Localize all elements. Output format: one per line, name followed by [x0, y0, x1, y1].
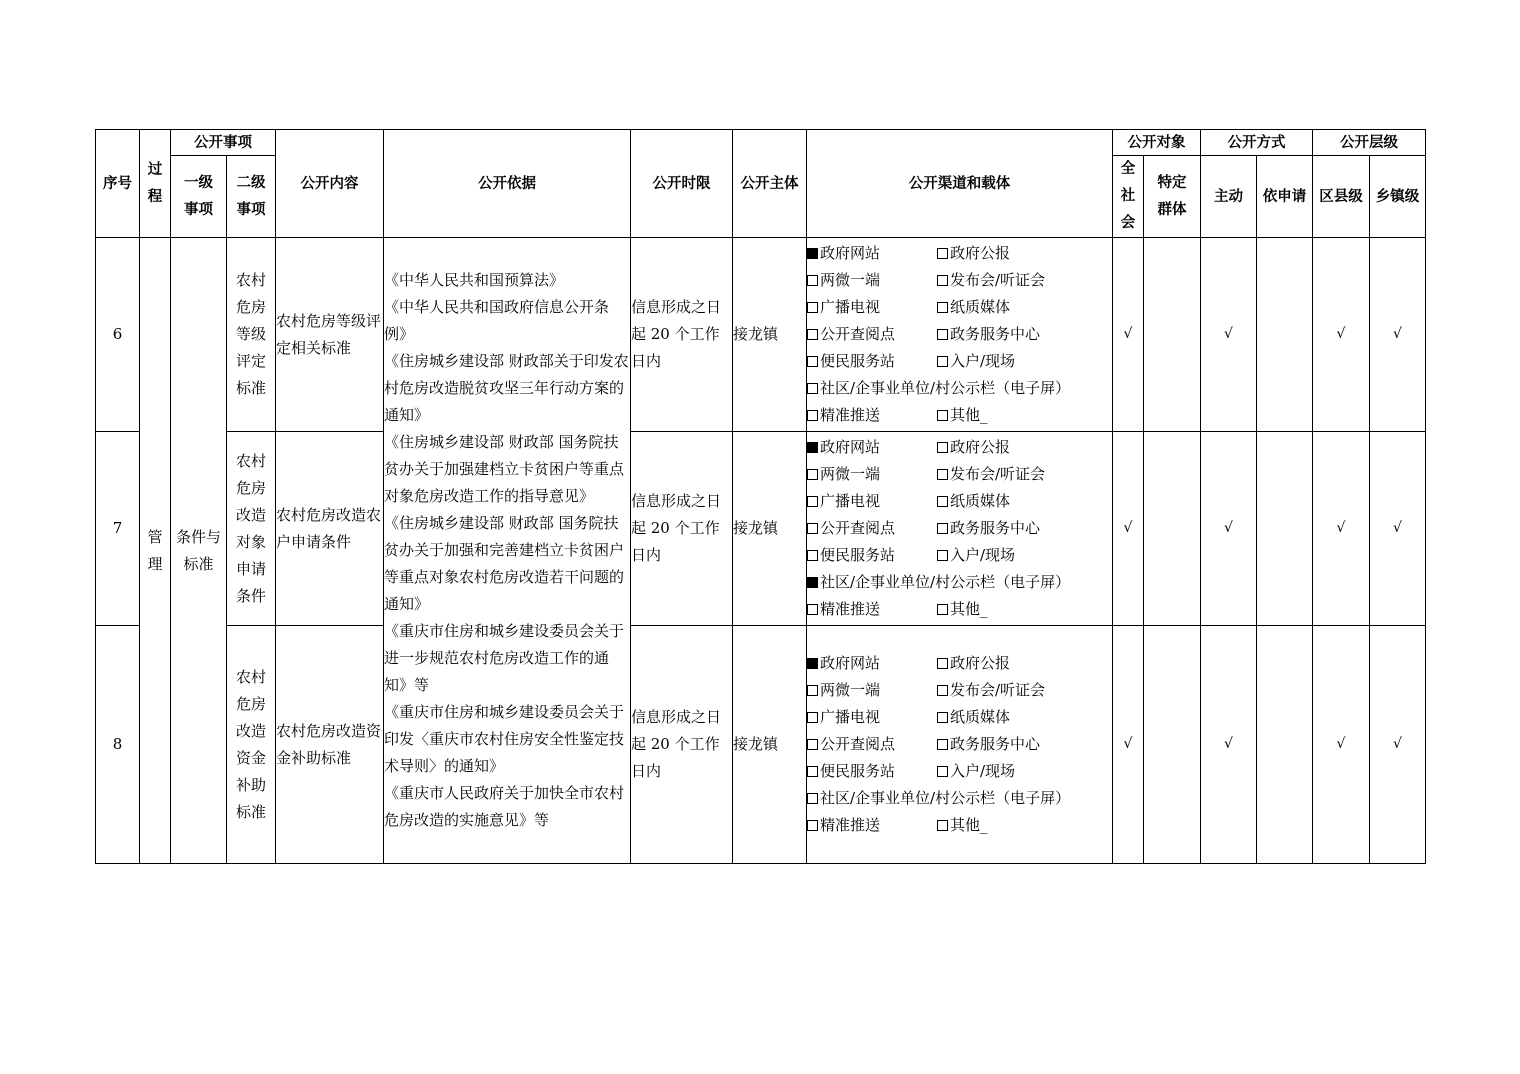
unchecked-box-icon: [937, 442, 948, 453]
channel-label: 社区/企事业单位/村公示栏（电子屏）: [820, 789, 1071, 807]
row-district: √: [1313, 626, 1370, 864]
disclosure-table: [95, 129, 1426, 864]
header-seq: 序号: [96, 130, 140, 238]
channel-option: [807, 488, 937, 515]
channel-option: [937, 677, 1045, 704]
unchecked-box-icon: [807, 410, 818, 421]
header-items: 公开事项: [171, 130, 276, 156]
row-district: √: [1313, 238, 1370, 432]
channel-label: 政府网站: [820, 654, 881, 672]
channel-row: [807, 375, 1112, 402]
channel-option: [937, 650, 1010, 677]
channel-label: 发布会/听证会: [950, 465, 1046, 483]
channel-label: 公开查阅点: [820, 735, 896, 753]
channel-label: 政务服务中心: [950, 519, 1041, 537]
channel-option: [807, 348, 937, 375]
row-level2: 农村危房等级评定标准: [227, 238, 276, 432]
process-cell: 管理: [140, 238, 171, 864]
channel-option: [937, 348, 1015, 375]
checked-box-icon: [807, 248, 818, 259]
channel-label: 发布会/听证会: [950, 271, 1046, 289]
channel-option: [807, 569, 1070, 596]
header-subject: 公开主体: [733, 130, 807, 238]
channel-label: 社区/企事业单位/村公示栏（电子屏）: [820, 379, 1071, 397]
basis-line: 《中华人民共和国预算法》: [384, 271, 565, 289]
channel-option: [937, 731, 1040, 758]
channel-option: [807, 758, 937, 785]
header-target: 公开对象: [1113, 130, 1201, 156]
table-row: [96, 238, 1426, 432]
row-on-request: [1257, 238, 1313, 432]
channel-option: [937, 294, 1010, 321]
channel-row: [807, 812, 1112, 839]
channel-label: 政府网站: [820, 438, 881, 456]
row-township: √: [1370, 238, 1426, 432]
unchecked-box-icon: [937, 410, 948, 421]
channel-option: [807, 321, 937, 348]
row-level2: 农村危房改造对象申请条件: [227, 432, 276, 626]
channel-label: 政府网站: [820, 244, 881, 262]
channel-option: [807, 515, 937, 542]
unchecked-box-icon: [937, 820, 948, 831]
row-subject: 接龙镇: [733, 626, 807, 864]
unchecked-box-icon: [937, 604, 948, 615]
channel-label: 政务服务中心: [950, 325, 1041, 343]
row-specific-group: [1144, 626, 1201, 864]
channel-label: 政府公报: [950, 244, 1011, 262]
row-subject: 接龙镇: [733, 432, 807, 626]
unchecked-box-icon: [807, 739, 818, 750]
channel-row: [807, 542, 1112, 569]
channel-option: [807, 677, 937, 704]
checked-box-icon: [807, 577, 818, 588]
channel-label: 两微一端: [820, 465, 881, 483]
channel-label: 其他_: [950, 816, 988, 834]
row-content: 农村危房改造农户申请条件: [276, 432, 384, 626]
row-content: 农村危房等级评定相关标准: [276, 238, 384, 432]
channel-option: [937, 515, 1040, 542]
channel-row: [807, 731, 1112, 758]
row-seq: 7: [96, 432, 140, 626]
channel-option: [807, 731, 937, 758]
header-specific-group: 特定群体: [1144, 156, 1201, 238]
unchecked-box-icon: [807, 523, 818, 534]
unchecked-box-icon: [937, 685, 948, 696]
channel-row: [807, 402, 1112, 429]
unchecked-box-icon: [807, 383, 818, 394]
row-content: 农村危房改造资金补助标准: [276, 626, 384, 864]
channel-row: [807, 321, 1112, 348]
unchecked-box-icon: [807, 329, 818, 340]
channel-row: [807, 677, 1112, 704]
channel-option: [807, 812, 937, 839]
header-level: 公开层级: [1313, 130, 1426, 156]
row-whole-society: √: [1113, 432, 1144, 626]
channel-row: [807, 294, 1112, 321]
channel-row: [807, 758, 1112, 785]
header-process: 过程: [140, 130, 171, 238]
channel-option: [807, 542, 937, 569]
header-content: 公开内容: [276, 130, 384, 238]
unchecked-box-icon: [937, 302, 948, 313]
header-active: 主动: [1201, 156, 1257, 238]
channel-label: 精准推送: [820, 600, 881, 618]
channel-label: 政务服务中心: [950, 735, 1041, 753]
unchecked-box-icon: [937, 712, 948, 723]
row-active: √: [1201, 432, 1257, 626]
header-level1: 一级事项: [171, 156, 227, 238]
channel-label: 广播电视: [820, 298, 881, 316]
channel-label: 便民服务站: [820, 546, 896, 564]
channel-option: [937, 758, 1015, 785]
channel-label: 其他_: [950, 600, 988, 618]
channel-label: 入户/现场: [950, 352, 1016, 370]
channel-option: [807, 650, 937, 677]
row-level2: 农村危房改造资金补助标准: [227, 626, 276, 864]
unchecked-box-icon: [937, 329, 948, 340]
row-subject: 接龙镇: [733, 238, 807, 432]
header-district: 区县级: [1313, 156, 1370, 238]
unchecked-box-icon: [807, 302, 818, 313]
channel-label: 两微一端: [820, 681, 881, 699]
row-active: √: [1201, 238, 1257, 432]
basis-line: 《住房城乡建设部 财政部 国务院扶贫办关于加强和完善建档立卡贫困户等重点对象农村危房改造若干问题的通知》: [384, 514, 625, 613]
row-specific-group: [1144, 238, 1201, 432]
channel-label: 社区/企事业单位/村公示栏（电子屏）: [820, 573, 1071, 591]
channel-label: 其他_: [950, 406, 988, 424]
header-whole-society: 全社会: [1113, 156, 1144, 238]
channel-row: [807, 569, 1112, 596]
channel-label: 政府公报: [950, 438, 1011, 456]
channel-label: 便民服务站: [820, 352, 896, 370]
header-township: 乡镇级: [1370, 156, 1426, 238]
row-seq: 8: [96, 626, 140, 864]
unchecked-box-icon: [937, 248, 948, 259]
row-township: √: [1370, 626, 1426, 864]
unchecked-box-icon: [937, 766, 948, 777]
unchecked-box-icon: [807, 793, 818, 804]
header-level2: 二级事项: [227, 156, 276, 238]
channel-option: [937, 704, 1010, 731]
channel-label: 纸质媒体: [950, 492, 1011, 510]
row-time-limit: 信息形成之日起 20 个工作日内: [631, 238, 733, 432]
checked-box-icon: [807, 658, 818, 669]
channel-option: [807, 240, 937, 267]
unchecked-box-icon: [807, 356, 818, 367]
channel-row: [807, 434, 1112, 461]
channel-label: 纸质媒体: [950, 298, 1011, 316]
basis-line: 《住房城乡建设部 财政部 国务院扶贫办关于加强建档立卡贫困户等重点对象危房改造工作的指导意见》: [384, 433, 625, 505]
channel-label: 发布会/听证会: [950, 681, 1046, 699]
row-time-limit: 信息形成之日起 20 个工作日内: [631, 626, 733, 864]
channel-row: [807, 267, 1112, 294]
row-channels: [807, 238, 1113, 432]
header-method: 公开方式: [1201, 130, 1313, 156]
basis-line: 《住房城乡建设部 财政部关于印发农村危房改造脱贫攻坚三年行动方案的通知》: [384, 352, 629, 424]
row-on-request: [1257, 432, 1313, 626]
unchecked-box-icon: [807, 469, 818, 480]
channel-option: [937, 434, 1010, 461]
row-time-limit: 信息形成之日起 20 个工作日内: [631, 432, 733, 626]
unchecked-box-icon: [807, 820, 818, 831]
channel-option: [937, 267, 1045, 294]
header-channels: 公开渠道和载体: [807, 130, 1113, 238]
channel-option: [807, 402, 937, 429]
unchecked-box-icon: [937, 658, 948, 669]
channel-row: [807, 488, 1112, 515]
channel-label: 精准推送: [820, 816, 881, 834]
unchecked-box-icon: [807, 766, 818, 777]
unchecked-box-icon: [807, 604, 818, 615]
header-basis: 公开依据: [384, 130, 631, 238]
channel-option: [807, 596, 937, 623]
channel-row: [807, 704, 1112, 731]
channel-label: 两微一端: [820, 271, 881, 289]
header-time-limit: 公开时限: [631, 130, 733, 238]
basis-line: 《重庆市人民政府关于加快全市农村危房改造的实施意见》等: [384, 784, 625, 829]
channel-label: 广播电视: [820, 492, 881, 510]
row-specific-group: [1144, 432, 1201, 626]
basis-line: 《中华人民共和国政府信息公开条例》: [384, 298, 610, 343]
channel-label: 广播电视: [820, 708, 881, 726]
channel-row: [807, 515, 1112, 542]
unchecked-box-icon: [937, 469, 948, 480]
row-on-request: [1257, 626, 1313, 864]
channel-label: 公开查阅点: [820, 519, 896, 537]
channel-option: [937, 542, 1015, 569]
unchecked-box-icon: [937, 523, 948, 534]
unchecked-box-icon: [807, 712, 818, 723]
channel-option: [937, 812, 988, 839]
channel-option: [807, 294, 937, 321]
unchecked-box-icon: [937, 496, 948, 507]
channel-row: [807, 461, 1112, 488]
channel-label: 公开查阅点: [820, 325, 896, 343]
table-row: [96, 432, 1426, 626]
row-channels: [807, 626, 1113, 864]
unchecked-box-icon: [807, 550, 818, 561]
channel-label: 便民服务站: [820, 762, 896, 780]
channel-label: 入户/现场: [950, 762, 1016, 780]
unchecked-box-icon: [937, 356, 948, 367]
header-on-request: 依申请: [1257, 156, 1313, 238]
channel-option: [807, 461, 937, 488]
channel-label: 精准推送: [820, 406, 881, 424]
unchecked-box-icon: [937, 275, 948, 286]
channel-label: 政府公报: [950, 654, 1011, 672]
channel-label: 入户/现场: [950, 546, 1016, 564]
table-row: [96, 626, 1426, 864]
unchecked-box-icon: [807, 496, 818, 507]
channel-option: [937, 402, 988, 429]
unchecked-box-icon: [937, 550, 948, 561]
channel-option: [807, 785, 1070, 812]
unchecked-box-icon: [807, 685, 818, 696]
level1-cell: 条件与标准: [171, 238, 227, 864]
checked-box-icon: [807, 442, 818, 453]
channel-row: [807, 240, 1112, 267]
channel-option: [807, 375, 1070, 402]
unchecked-box-icon: [937, 739, 948, 750]
channel-option: [937, 240, 1010, 267]
channel-row: [807, 348, 1112, 375]
channel-row: [807, 785, 1112, 812]
row-district: √: [1313, 432, 1370, 626]
channel-option: [807, 434, 937, 461]
row-channels: [807, 432, 1113, 626]
row-seq: 6: [96, 238, 140, 432]
channel-option: [807, 267, 937, 294]
channel-row: [807, 650, 1112, 677]
basis-line: 《重庆市住房和城乡建设委员会关于印发〈重庆市农村住房安全性鉴定技术导则〉的通知》: [384, 703, 625, 775]
channel-option: [937, 461, 1045, 488]
unchecked-box-icon: [807, 275, 818, 286]
channel-option: [937, 488, 1010, 515]
row-whole-society: √: [1113, 238, 1144, 432]
row-township: √: [1370, 432, 1426, 626]
channel-row: [807, 596, 1112, 623]
channel-option: [937, 321, 1040, 348]
channel-option: [937, 596, 988, 623]
channel-label: 纸质媒体: [950, 708, 1011, 726]
row-active: √: [1201, 626, 1257, 864]
basis-cell: [384, 238, 631, 864]
row-whole-society: √: [1113, 626, 1144, 864]
channel-option: [807, 704, 937, 731]
basis-line: 《重庆市住房和城乡建设委员会关于进一步规范农村危房改造工作的通知》等: [384, 622, 625, 694]
